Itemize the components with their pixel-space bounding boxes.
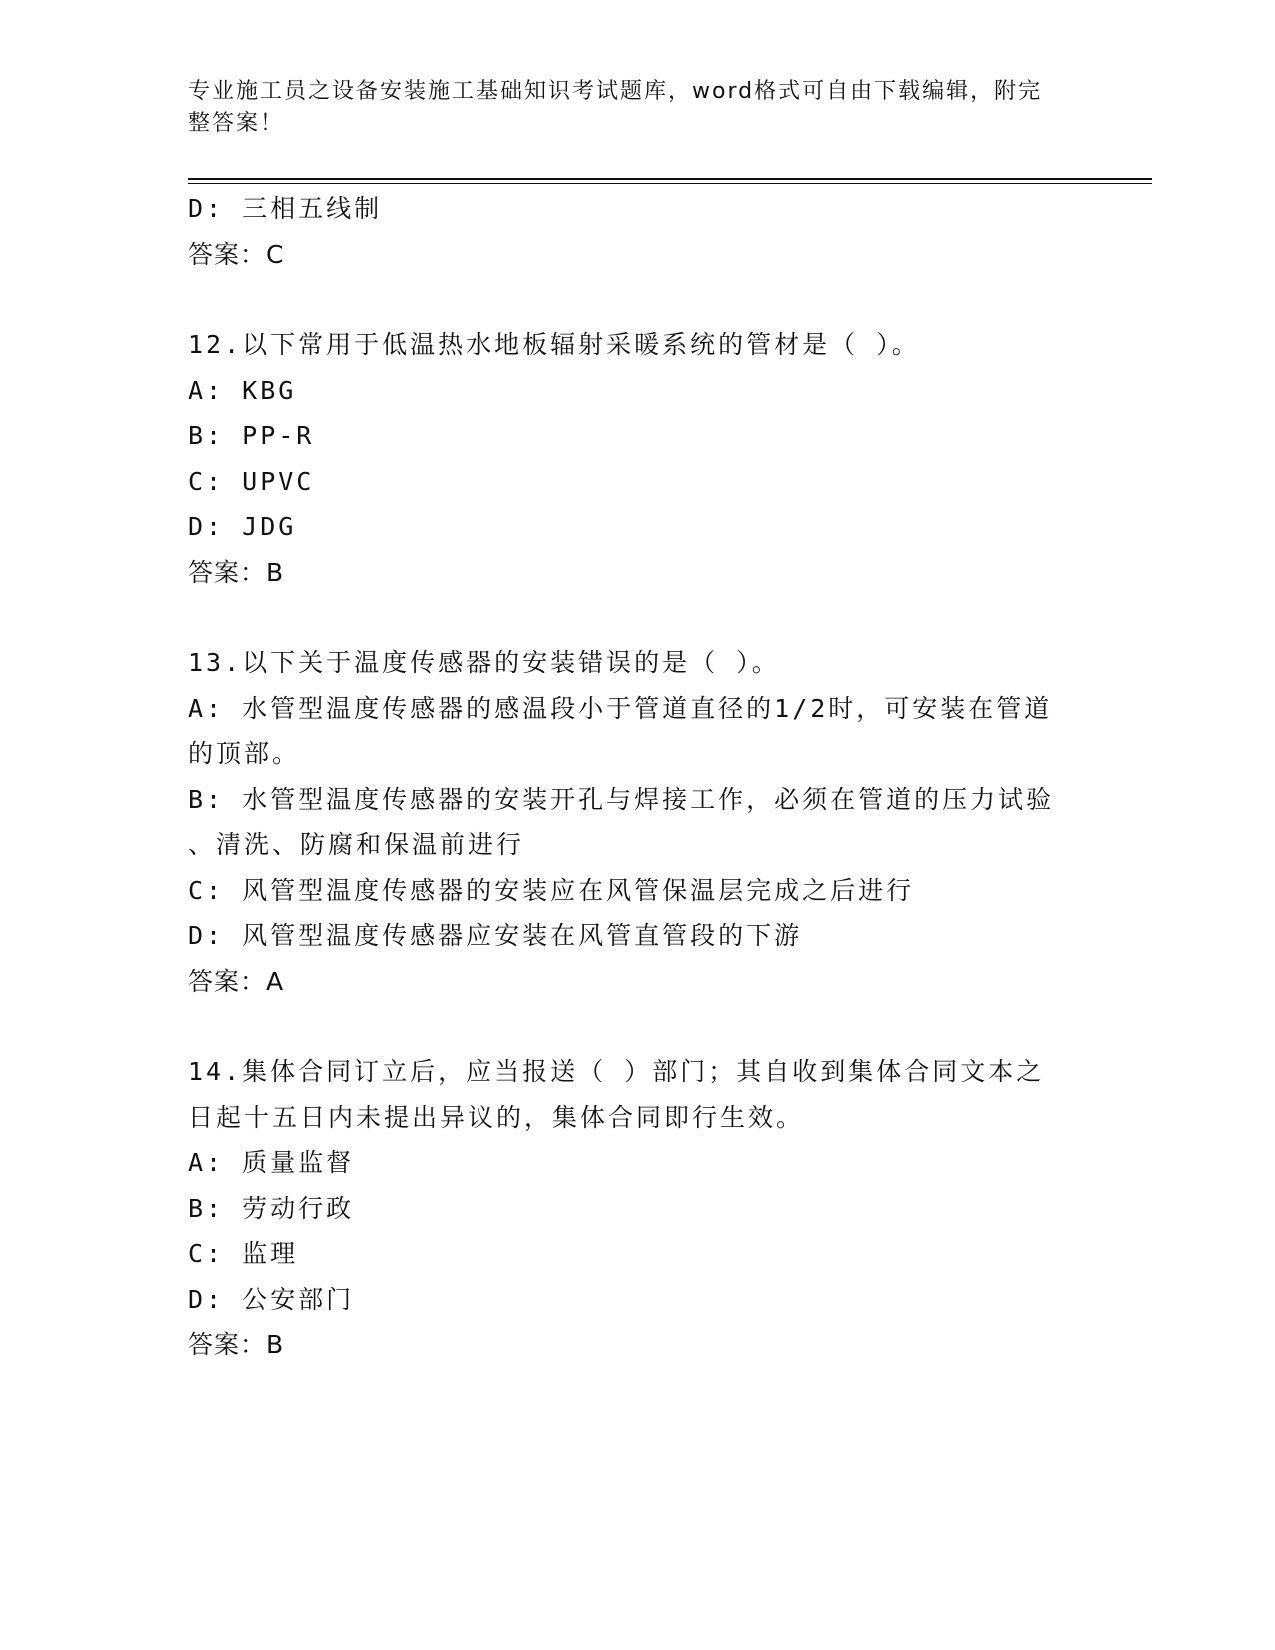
q13-stem: 13.以下关于温度传感器的安装错误的是（ ）。	[188, 648, 780, 677]
q12-stem: 12.以下常用于低温热水地板辐射采暖系统的管材是（ ）。	[188, 330, 920, 359]
q12-answer: 答案：B	[188, 557, 285, 587]
q13-option-b-line-2: 、清洗、防腐和保温前进行	[188, 830, 525, 859]
spacer	[188, 595, 1088, 640]
q11-option-d: D: 三相五线制	[188, 194, 383, 223]
q14-stem-line-1: 14.集体合同订立后，应当报送（ ）部门；其自收到集体合同文本之	[188, 1057, 1045, 1086]
q12-option-a: A: KBG	[188, 375, 297, 405]
header-rule-thin	[188, 183, 1152, 184]
q14-option-c: C: 监理	[188, 1239, 299, 1268]
spacer	[188, 1004, 1088, 1049]
header-line-2: 整答案！	[188, 111, 285, 136]
q14-answer: 答案：B	[188, 1330, 285, 1359]
q13-option-a-line-1: A: 水管型温度传感器的感温段小于管道直径的1/2时，可安装在管道	[188, 693, 1053, 723]
q14-option-d: D: 公安部门	[188, 1284, 355, 1314]
q12-option-d: D: JDG	[188, 512, 297, 541]
q13-option-d: D: 风管型温度传感器应安装在风管直管段的下游	[188, 921, 803, 950]
spacer	[188, 277, 1088, 322]
q12-option-c: C: UPVC	[188, 466, 315, 496]
q11-answer: 答案：C	[188, 239, 285, 269]
document-header	[188, 76, 1068, 140]
header-line-1: 专业施工员之设备安装施工基础知识考试题库，word格式可自由下载编辑，附完	[188, 79, 1043, 104]
q14-option-b: B: 劳动行政	[188, 1193, 355, 1223]
header-rule-thick	[188, 178, 1152, 180]
q13-option-a-line-2: 的顶部。	[188, 739, 301, 768]
document-body	[188, 186, 1088, 1368]
q13-option-b-line-1: B: 水管型温度传感器的安装开孔与焊接工作，必须在管道的压力试验	[188, 784, 1055, 814]
q12-option-b: B: PP-R	[188, 421, 315, 450]
q13-option-c: C: 风管型温度传感器的安装应在风管保温层完成之后进行	[188, 875, 915, 905]
q13-answer: 答案：A	[188, 966, 285, 996]
q14-option-a: A: 质量监督	[188, 1148, 355, 1177]
q14-stem-line-2: 日起十五日内未提出异议的，集体合同即行生效。	[188, 1102, 805, 1132]
